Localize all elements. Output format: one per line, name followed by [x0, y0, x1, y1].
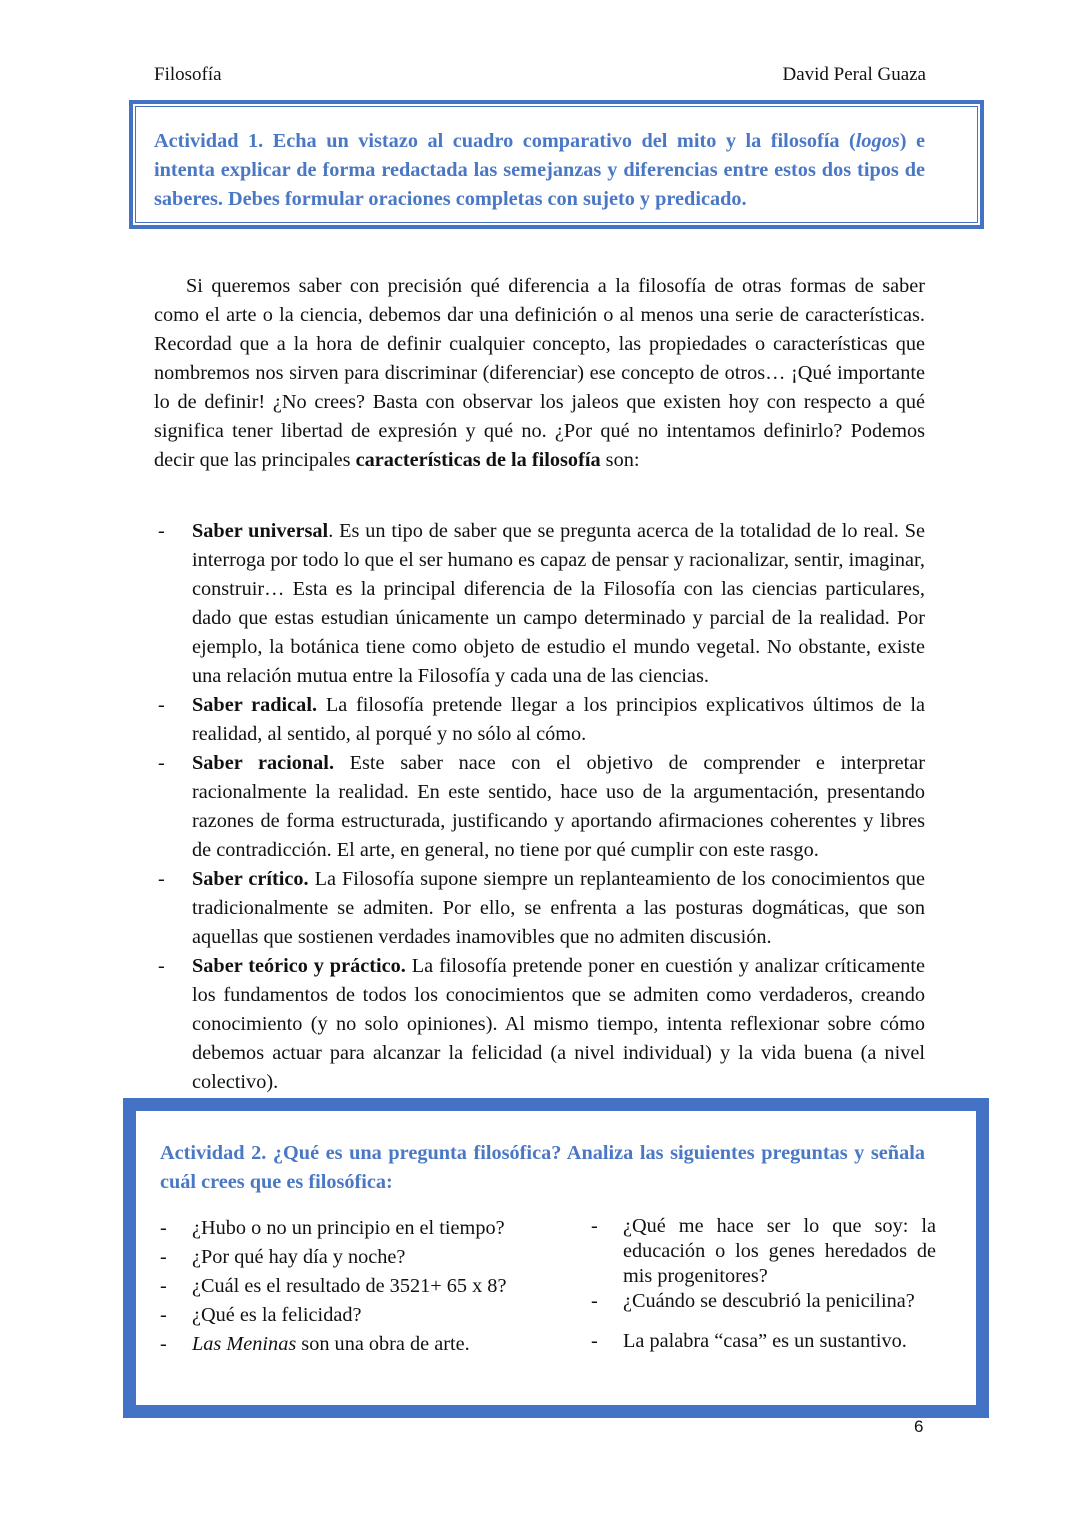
- item-title: Saber racional.: [192, 752, 335, 774]
- item-text: La filosofía pretende llegar a los principios explicativos últimos de la realidad, al sentido, al porqué y no sólo al cómo.: [192, 694, 926, 745]
- question-item: - ¿Cuándo se descubrió la penicilina?: [591, 1290, 915, 1312]
- item-text: La Filosofía supone siempre un replanteamiento de los conocimientos que tradicionalmente se admiten. Por ello, se enfrenta a las posturas dogmáticas, que son aquellas que sostienen verdades inamovibles que no admiten discusión.: [192, 868, 925, 948]
- list-item: [154, 691, 925, 749]
- bullet-dash: -: [158, 694, 165, 716]
- list-item: [154, 749, 925, 865]
- bullet-dash: -: [158, 752, 165, 774]
- item-title: Saber universal: [192, 520, 329, 542]
- question-item: - ¿Qué me hace ser lo que soy: la educación o los genes heredados de mis progenitores?: [591, 1215, 936, 1287]
- list-item: [154, 865, 925, 952]
- question-item: - ¿Cuál es el resultado de 3521+ 65 x 8?: [160, 1275, 507, 1297]
- list-item: [154, 952, 925, 1097]
- question-item: - Las Meninas son una obra de arte.: [160, 1333, 470, 1355]
- item-title: Saber radical.: [192, 694, 318, 716]
- questions-left: [160, 1214, 570, 1359]
- question-item: - ¿Hubo o no un principio en el tiempo?: [160, 1217, 505, 1239]
- header-author: David Peral Guaza: [782, 64, 926, 85]
- item-title: Saber crítico.: [192, 868, 309, 890]
- activity1-prompt: Actividad 1. Echa un vistazo al cuadro comparativo del mito y la filosofía (logos) e intenta explicar de forma redactada las semejanzas y diferencias entre estos dos tipos de saberes. Debes formular oraciones completas con sujeto y predicado.: [154, 130, 925, 210]
- list-item: [154, 517, 925, 691]
- intro-paragraph: Si queremos saber con precisión qué diferencia a la filosofía de otras formas de saber como el arte o la ciencia, debemos dar una definición o al menos una serie de características. Recordad que a la hora de definir cualquier concepto, las propiedades o características que nombremos nos sirven para discriminar (diferenciar) ese concepto de otros… ¡Qué importante lo de definir! ¿No crees? Basta con observar los jaleos que existen hoy con respecto a qué significa tener libertad de expresión y qué no. ¿Por qué no intentamos definirlo? Podemos decir que las principales características de la filosofía son:: [154, 275, 925, 471]
- question-item: - ¿Por qué hay día y noche?: [160, 1246, 406, 1268]
- bullet-dash: -: [158, 955, 165, 977]
- bullet-dash: -: [158, 520, 165, 542]
- bullet-dash: -: [158, 868, 165, 890]
- item-text: Este saber nace con el objetivo de comprender e interpretar racionalmente la realidad. En este sentido, hace uso de la argumentación, presentando razones de forma estructurada, justificando y aportando afirmaciones coherentes y libres de contradicción. El arte, en general, no tiene por qué cumplir con este rasgo.: [192, 752, 925, 861]
- item-text: La filosofía pretende poner en cuestión y analizar críticamente los fundamentos de todos los conocimientos que se admiten como verdaderos, creando conocimiento (y no solo opiniones). Al mismo tiempo, intenta reflexionar sobre cómo debemos actuar para alcanzar la felicidad (a nivel individual) y la vida buena (a nivel colectivo).: [192, 955, 925, 1093]
- activity2-prompt: Actividad 2. ¿Qué es una pregunta filosófica? Analiza las siguientes preguntas y señala cuál crees que es filosófica:: [160, 1142, 925, 1193]
- question-item: - ¿Qué es la felicidad?: [160, 1304, 362, 1326]
- item-text: . Es un tipo de saber que se pregunta acerca de la totalidad de lo real. Se interroga por todo lo que el ser humano es capaz de pensar y racionalizar, sentir, imaginar, construir… Esta es la principal diferencia de la Filosofía con las ciencias particulares, dado que estas estudian únicamente un campo determinado y parcial de la realidad. Por ejemplo, la botánica tiene como objeto de estudio el mundo vegetal. No obstante, existe una relación mutua entre la Filosofía y cada una de las ciencias.: [192, 520, 925, 687]
- question-item: - La palabra “casa” es un sustantivo.: [591, 1330, 907, 1352]
- characteristics-list: [154, 517, 925, 1097]
- page-number: 6: [914, 1417, 924, 1436]
- questions-right: [591, 1214, 936, 1354]
- item-title: Saber teórico y práctico.: [192, 955, 406, 977]
- header-subject: Filosofía: [154, 64, 222, 85]
